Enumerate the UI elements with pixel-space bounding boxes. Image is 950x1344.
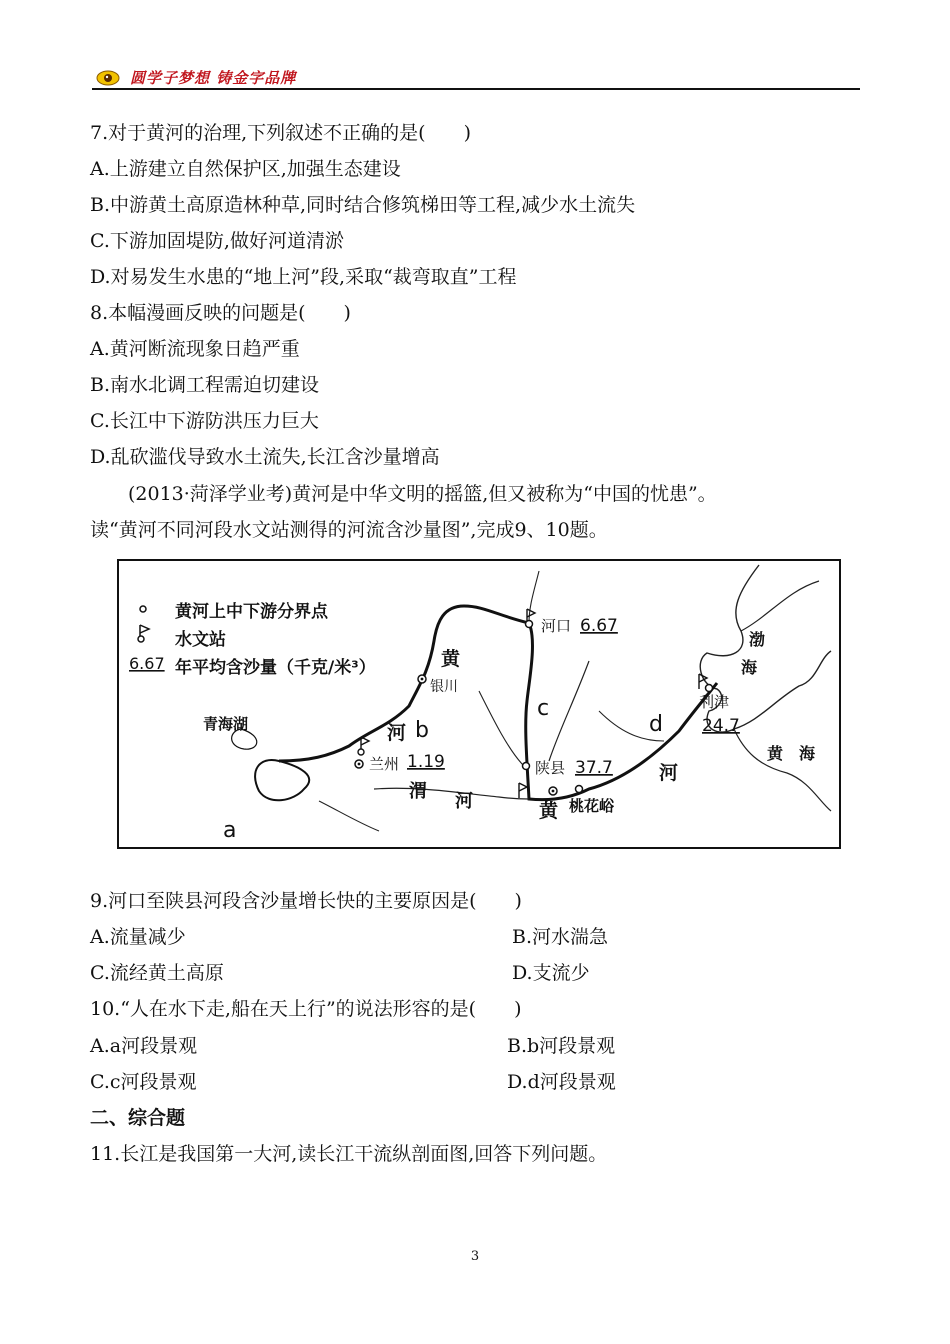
- tributary-1: [479, 691, 524, 766]
- section-2-heading: 二、综合题: [90, 1107, 186, 1129]
- q9-option-b: B.河水湍急: [512, 926, 609, 948]
- legend-sample-value: 6.67: [129, 654, 165, 673]
- legend-boundary-icon: [140, 606, 146, 612]
- segment-d: d: [649, 712, 663, 737]
- legend-station-label: 水文站: [175, 630, 226, 650]
- q11-stem: 11.长江是我国第一大河,读长江干流纵剖面图,回答下列问题。: [90, 1143, 608, 1165]
- value-lanzhou: 1.19: [407, 752, 445, 772]
- page-number: 3: [470, 1249, 480, 1264]
- station-yinchuan: [418, 675, 426, 683]
- q8-option-a: A.黄河断流现象日趋严重: [90, 338, 300, 360]
- q7-option-b: B.中游黄土高原造林种草,同时结合修筑梯田等工程,减少水土流失: [90, 194, 636, 216]
- value-hekou: 6.67: [580, 616, 618, 636]
- q8-stem: 8.本幅漫画反映的问题是( ): [90, 302, 351, 324]
- label-bohai-2: 海: [741, 658, 758, 677]
- shandong-coast: [734, 729, 831, 811]
- q8-option-d: D.乱砍滥伐导致水土流失,长江含沙量增高: [90, 446, 440, 468]
- q10-stem: 10.“人在水下走,船在天上行”的说法形容的是( ): [90, 998, 522, 1020]
- q8-option-c: C.长江中下游防洪压力巨大: [90, 410, 319, 432]
- header-rule: [92, 88, 860, 90]
- value-shanxian: 37.7: [575, 758, 613, 778]
- legend-station-icon: [138, 625, 149, 642]
- label-taohuayu: 桃花峪: [569, 797, 615, 815]
- label-river-he-1: 河: [387, 722, 407, 744]
- tributary-4: [319, 801, 379, 831]
- q9-option-c: C.流经黄土高原: [90, 962, 224, 984]
- yellow-river-source: [255, 760, 309, 800]
- q10-option-d: D.d河段景观: [507, 1071, 616, 1093]
- q9-option-a: A.流量减少: [90, 926, 186, 948]
- legend-sediment-label: 年平均含沙量（千克/米³）: [175, 658, 376, 678]
- label-shanxian: 陕县: [535, 759, 566, 777]
- yellow-river-main: [279, 606, 717, 800]
- label-river-huang-1: 黄: [441, 648, 461, 670]
- label-hekou: 河口: [541, 617, 572, 635]
- label-wei-2: 河: [455, 791, 473, 812]
- label-yellow-sea: 黄 海: [767, 744, 816, 763]
- header-slogan: 圆学子梦想 铸金字品牌: [130, 69, 297, 87]
- q8-option-b: B.南水北调工程需迫切建设: [90, 374, 320, 396]
- label-yinchuan: 银川: [430, 679, 458, 695]
- q10-option-a: A.a河段景观: [90, 1035, 198, 1057]
- page-header: [92, 62, 860, 92]
- eye-logo-icon: [96, 66, 120, 88]
- liaodong-coast: [741, 581, 819, 631]
- label-lijin: 利津: [699, 693, 730, 711]
- intro-line-1: (2013·菏泽学业考)黄河是中华文明的摇篮,但又被称为“中国的忧患”。: [128, 483, 717, 505]
- q9-option-d: D.支流少: [512, 962, 590, 984]
- segment-a: a: [223, 818, 237, 843]
- label-bohai-1: 渤: [749, 630, 766, 649]
- label-qinghai-lake: 青海湖: [203, 715, 249, 733]
- segment-b: b: [415, 718, 429, 743]
- q7-option-c: C.下游加固堤防,做好河道清淤: [90, 230, 344, 252]
- q7-stem: 7.对于黄河的治理,下列叙述不正确的是( ): [90, 122, 471, 144]
- q7-option-d: D.对易发生水患的“地上河”段,采取“裁弯取直”工程: [90, 266, 517, 288]
- wei-river: [374, 788, 529, 799]
- legend-boundary-label: 黄河上中下游分界点: [175, 602, 328, 622]
- label-wei-1: 渭: [409, 781, 427, 802]
- q10-option-c: C.c河段景观: [90, 1071, 197, 1093]
- label-river-he-2: 河: [659, 762, 679, 784]
- yellow-river-sediment-map: [117, 559, 841, 849]
- station-shanxian: [523, 763, 530, 770]
- q10-option-b: B.b河段景观: [507, 1035, 616, 1057]
- label-lanzhou: 兰州: [369, 755, 400, 773]
- intro-line-2: 读“黄河不同河段水文站测得的河流含沙量图”,完成9、10题。: [90, 519, 608, 541]
- q9-stem: 9.河口至陕县河段含沙量增长快的主要原因是( ): [90, 890, 522, 912]
- segment-c: c: [537, 696, 550, 721]
- q7-option-a: A.上游建立自然保护区,加强生态建设: [90, 158, 401, 180]
- fen-river: [549, 661, 589, 761]
- value-lijin: 24.7: [702, 716, 740, 736]
- label-river-huang-2: 黄: [539, 800, 559, 822]
